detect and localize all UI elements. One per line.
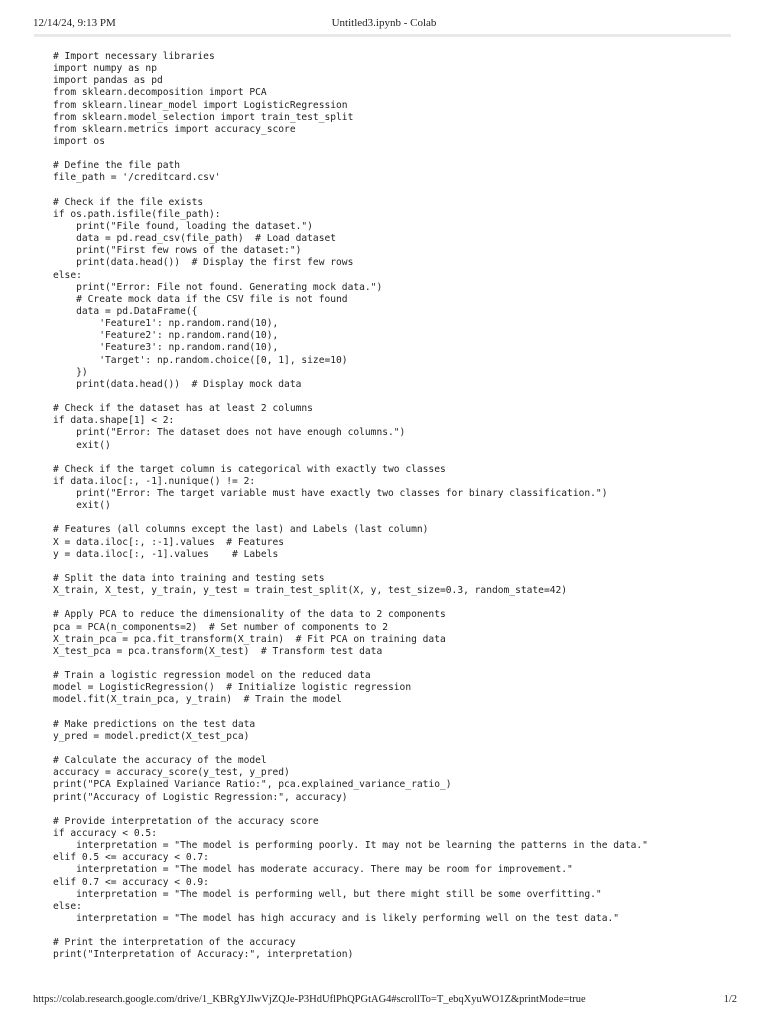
code-line: [53, 185, 758, 197]
code-line: from sklearn.model_selection import train_test_split: [53, 111, 354, 123]
code-line: from sklearn.metrics import accuracy_score: [53, 123, 296, 135]
page-title: Untitled3.ipynb - Colab: [331, 17, 437, 29]
code-line: if data.iloc[:, -1].nunique() != 2:: [53, 475, 256, 487]
code-line: interpretation = "The model is performing well, but there might still be some overfitting.": [53, 888, 602, 900]
code-line: [53, 597, 758, 609]
code-line: X_train_pca = pca.fit_transform(X_train) # Fit PCA on training data: [53, 633, 446, 645]
code-line: [53, 148, 758, 160]
code-line: 'Target': np.random.choice([0, 1], size=10): [53, 354, 348, 366]
header-divider: [34, 34, 731, 37]
code-line: y = data.iloc[:, -1].values # Labels: [53, 548, 279, 560]
code-line: [53, 925, 758, 937]
code-line: 'Feature2': np.random.rand(10),: [53, 330, 279, 342]
code-line: X = data.iloc[:, :-1].values # Features: [53, 536, 285, 548]
code-line: [53, 707, 758, 719]
code-line: model.fit(X_train_pca, y_train) # Train the model: [53, 694, 342, 706]
code-line: elif 0.5 <= accuracy < 0.7:: [53, 852, 209, 864]
code-line: interpretation = "The model has high accuracy and is likely performing well on the test data.": [53, 912, 620, 924]
code-line: pca = PCA(n_components=2) # Set number of components to 2: [53, 621, 389, 633]
code-line: [53, 561, 758, 573]
code-line: data = pd.read_csv(file_path) # Load dataset: [53, 233, 337, 245]
code-line: elif 0.7 <= accuracy < 0.9:: [53, 876, 209, 888]
code-line: import numpy as np: [53, 63, 157, 75]
code-line: [53, 452, 758, 464]
code-line: # Apply PCA to reduce the dimensionality of the data to 2 components: [53, 609, 446, 621]
page-url: https://colab.research.google.com/drive/1_KBRgYJlwVjZQJe-P3HdUflPhQPGtAG4#scrollTo=T_ebqXyuWO1Z&printMode=true: [33, 994, 586, 1005]
code-line: print("Error: The dataset does not have enough columns."): [53, 427, 406, 439]
code-line: # Check if the target column is categorical with exactly two classes: [53, 463, 446, 475]
code-line: X_test_pca = pca.transform(X_test) # Transform test data: [53, 645, 383, 657]
code-line: print("PCA Explained Variance Ratio:", pca.explained_variance_ratio_): [53, 779, 452, 791]
code-line: # Provide interpretation of the accuracy score: [53, 815, 319, 827]
code-line: from sklearn.decomposition import PCA: [53, 87, 267, 99]
code-line: print("Error: File not found. Generating mock data."): [53, 281, 383, 293]
code-line: # Features (all columns except the last) and Labels (last column): [53, 524, 429, 536]
code-line: # Define the file path: [53, 160, 181, 172]
code-line: [53, 658, 758, 670]
code-line: [53, 391, 758, 403]
code-line: exit(): [53, 439, 111, 451]
code-line: interpretation = "The model is performing poorly. It may not be learning the patterns in the data.": [53, 840, 648, 852]
code-line: from sklearn.linear_model import LogisticRegression: [53, 99, 348, 111]
code-line: print(data.head()) # Display mock data: [53, 378, 302, 390]
code-line: import pandas as pd: [53, 75, 163, 87]
code-line: data = pd.DataFrame({: [53, 305, 198, 317]
code-line: else:: [53, 269, 82, 281]
code-line: [53, 512, 758, 524]
code-line: file_path = '/creditcard.csv': [53, 172, 221, 184]
code-line: import os: [53, 135, 105, 147]
code-line: print(data.head()) # Display the first few rows: [53, 257, 354, 269]
code-line: # Check if the dataset has at least 2 columns: [53, 403, 313, 415]
code-line: print("Interpretation of Accuracy:", interpretation): [53, 949, 354, 961]
code-line: if data.shape[1] < 2:: [53, 415, 175, 427]
code-line: # Import necessary libraries: [53, 51, 215, 62]
code-line: model = LogisticRegression() # Initialize logistic regression: [53, 682, 412, 694]
code-line: }): [53, 366, 88, 378]
code-line: print("First few rows of the dataset:"): [53, 245, 302, 257]
code-line: [53, 743, 758, 755]
code-cell[interactable]: [53, 51, 758, 962]
code-line: X_train, X_test, y_train, y_test = train_test_split(X, y, test_size=0.3, random_state=42): [53, 585, 568, 597]
code-line: print("File found, loading the dataset."): [53, 220, 313, 232]
code-line: print("Accuracy of Logistic Regression:", accuracy): [53, 791, 348, 803]
print-footer: [0, 994, 768, 1010]
code-line: # Create mock data if the CSV file is not found: [53, 293, 348, 305]
code-line: 'Feature3': np.random.rand(10),: [53, 342, 279, 354]
code-line: if accuracy < 0.5:: [53, 828, 157, 839]
code-line: 'Feature1': np.random.rand(10),: [53, 318, 279, 330]
code-line: # Train a logistic regression model on the reduced data: [53, 670, 371, 682]
code-line: accuracy = accuracy_score(y_test, y_pred): [53, 767, 290, 779]
code-line: # Make predictions on the test data: [53, 718, 256, 730]
code-line: # Print the interpretation of the accuracy: [53, 937, 296, 949]
page-number: 1/2: [723, 994, 737, 1005]
code-line: else:: [53, 900, 82, 912]
print-header: [0, 17, 768, 33]
code-line: # Split the data into training and testing sets: [53, 573, 325, 585]
code-line: if os.path.isfile(file_path):: [53, 208, 221, 220]
code-line: # Calculate the accuracy of the model: [53, 755, 267, 767]
code-line: print("Error: The target variable must have exactly two classes for binary classification."): [53, 488, 608, 500]
code-line: # Check if the file exists: [53, 196, 204, 208]
code-line: exit(): [53, 500, 111, 512]
code-line: interpretation = "The model has moderate accuracy. There may be room for improvement.": [53, 864, 573, 876]
code-line: y_pred = model.predict(X_test_pca): [53, 730, 250, 742]
code-line: [53, 804, 758, 816]
print-datetime: 12/14/24, 9:13 PM: [33, 17, 116, 29]
